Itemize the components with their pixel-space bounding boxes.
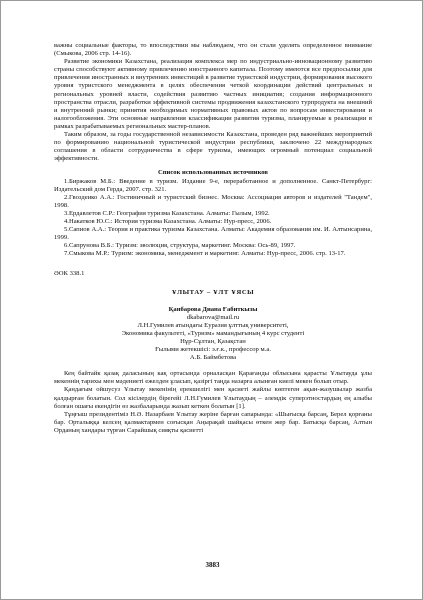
paragraph: Тұңғыш президентіміз Н.Ә. Назарбаев Ұлытау жеріне барған сапарында: «Шығысқа барсаң, Берел қорғаны бар. Орталыққа келсең қалмактармен соғысқан Аңырақай шайқасы өткен жер бар. Батысқа барсаң, Алтын Орданың хандары түрған Сарайшық сияқты қасиетті — [54, 410, 372, 434]
reference-item: 1.Биржаков М.Б.: Введение в туризм. Издание 9-е, переработанное и дополненное. Санкт-Петербург: Издательский дом Герда, 2007. стр. 321. — [54, 177, 372, 193]
udk-code: ӘОК 338.1 — [54, 270, 85, 278]
paragraph: важны социальные факторы, то впоследствии мы наблюдаем, что он стали уделять определенное внимание (Смыкова, 2006 стр. 14-16). — [54, 42, 372, 58]
affiliation-line: Нұр-Сұлтан, Қазақстан — [180, 338, 246, 345]
author-name: Қанбарова Диана Ғабиткызы — [168, 305, 258, 313]
article-title: ҰЛЫТАУ – ҰЛТ ҰЯСЫ — [171, 288, 255, 296]
affiliation-line: Экономика факультеті, «Туризм» мамандығының 4 курс студенті — [121, 329, 305, 337]
paragraph: Таким образом, за годы государственной независимости Казахстана, проведен ряд важнейших мероприятий по формированию национальной туристической индустрии республики, заключено 22 международных соглашения в области сотрудничества в сфере туризма, имеющих огромный потенциал социальной эффективности. — [54, 131, 372, 163]
reference-item: 5.Сапиов А.А.: Теория и практика туризма Казахстана. Алматы: Академия образования им. И. Алтынсарина, 1999. — [54, 226, 372, 242]
reference-item: 2.Гвоздеико А.А.: Гостиничный и туристский бизнес. Москва: Ассоциация авторов и издателей "Тандем", 1998. — [54, 193, 372, 209]
paragraph: Қандағым ойшусуз Ұлытау мекенінің ерекшелігі мен қасиеті жайлы көптеген ақын-жазушылар жазба қалдырған болатын. Сол кісілердің бірегейі Л.Н.Гумилев Ұлытаудың – әлемдік суперэтностардың ең алыбы болған ошағы екендігін өз жазбаларында жазып кеткен болатын [1]. — [54, 386, 372, 410]
references-title: Список использованных источников — [158, 169, 268, 177]
author-email: dkabarova@mail.ru — [186, 313, 240, 321]
page-number: 3883 — [205, 561, 220, 569]
paragraph: Развитие экономики Казахстана, реализация комплекса мер по индустриально-инновационному развитию страны способствуют активному привлечению иностранного капитала. Поэтому имеются все предпосылки для привлечения иностранных и внутренних инвестиций в развитие туристской индустрии, формирования высокого уровня туристского менеджмента в целях обеспечения четкой координации действий центральных и региональных уровней власти, содействия развитию частных инициатив; создания информационного пространства отрасли, разработки эффективной системы продвижения казахстанского турпродукта на внешний и внутренний рынки; принятия необходимых нормативных правовых актов по вопросам инвестирования и налогообложения. Эти основные направления классификации развития туризма, планируемые к реализации в рамках разрабатываемых региональных мастер-планов. — [54, 58, 372, 130]
affiliation-line: Ғылыми жетекшісі: э.ғ.к., профессор м.а. — [155, 346, 271, 354]
affiliation-line: Л.Н.Гумилев атындағы Еуразия ұлттық университеті, — [137, 321, 289, 329]
page-content — [54, 42, 372, 435]
reference-item: 3.Ердавлетов С.Р.: География туризма Казахстана. Алматы: Гылым, 1992. — [64, 209, 270, 217]
reference-item: 6.Сапрунова В.Б.: Туризм: эволюция, структура, маркетинг. Москва: Ось-89, 1997. — [64, 242, 296, 250]
reference-item: 4.Накатков Ю.С.: История туризма Казахстана. Алматы: Нур-пресс, 2006. — [64, 217, 272, 225]
affiliation-line: А.Б. Баймбетова — [189, 354, 237, 362]
reference-item: 7.Смыкова М.Р.: Туризм: экономика, менеджмент и маркетинг. Алматы: Нур-пресс, 2006. стр. 13-17. — [64, 250, 346, 258]
paragraph: Кең байтайк қазақ даласының кақ ортасында орналасқан Қарағанды облысына қарасты Ұлытауда ұлы мекеннің тарихы мен мәдениеті ежелден ұласып, қазіргі таңда назарға алынған киелі мекен болып отыр. — [54, 370, 372, 386]
